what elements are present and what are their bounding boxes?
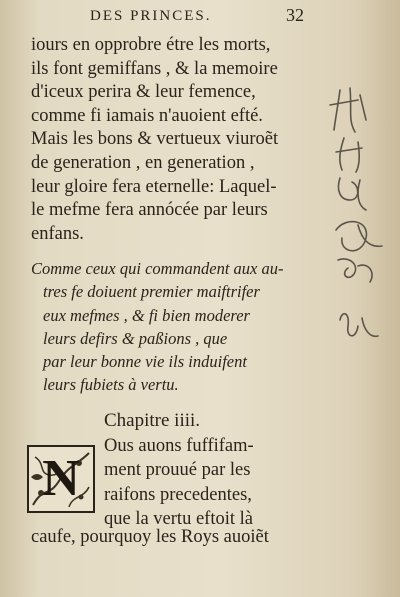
summary-line: Comme ceux qui commandent aux au-: [31, 259, 284, 278]
summary-line: leurs fubiets à vertu.: [43, 375, 179, 395]
summary-line: eux mefmes , & fi bien moderer: [43, 305, 250, 325]
text-line: iours en opprobre étre les morts,: [31, 35, 271, 55]
page-number: 32: [286, 5, 304, 25]
text-line: d'iceux perira & leur femence,: [31, 82, 256, 103]
chapter-summary: [31, 257, 311, 397]
text-line: comme fi iamais n'auoient efté.: [31, 105, 263, 126]
summary-line: tres fe doiuent premier maiftrifer: [43, 282, 260, 302]
text-line: ils font gemiffans , & la memoire: [31, 58, 278, 79]
text-line: raifons precedentes,: [104, 484, 252, 505]
text-line: leur gloire fera eternelle: Laquel-: [31, 176, 277, 197]
initial-letter: N: [42, 450, 80, 507]
text-line: enfans.: [31, 223, 84, 244]
summary-line: leurs defirs & paßions , que: [43, 328, 228, 348]
text-line: Mais les bons & vertueux viuroẽt: [31, 129, 279, 150]
margin-pencil-marks: [300, 60, 400, 360]
chapter-opening: [104, 434, 314, 532]
chapter-heading: Chapitre iiii.: [104, 410, 201, 431]
text-line: de generation , en generation ,: [31, 152, 255, 173]
text-line: le mefme fera annócée par leurs: [31, 200, 268, 221]
text-line: Ous auons fuffifam-: [104, 436, 254, 456]
text-line: caufe, pourquoy les Roys auoiẽt: [31, 527, 269, 547]
body-paragraph: [31, 34, 311, 246]
summary-line: par leur bonne vie ils induifent: [43, 352, 247, 372]
decorated-initial-icon: [27, 445, 95, 513]
text-line: que la vertu eftoit là: [104, 509, 253, 530]
text-line: ment prouué par les: [104, 460, 251, 481]
running-title: DES PRINCES.: [90, 8, 212, 24]
